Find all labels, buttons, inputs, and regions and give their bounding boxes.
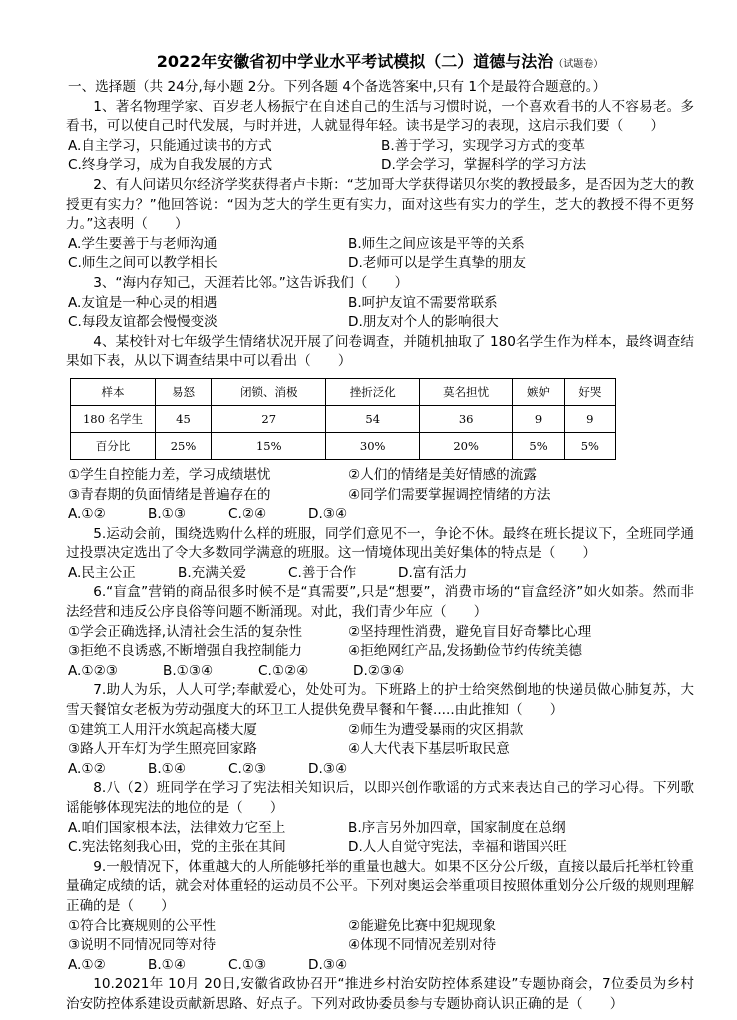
statement-row — [66, 466, 694, 486]
option-c: C.终身学习，成为自我发展的方式 — [68, 157, 273, 174]
exam-title — [66, 50, 694, 77]
option-a: A.友谊是一种心灵的相遇 — [68, 294, 218, 311]
statement-4: ④拒绝网红产品,发扬勤俭节约传统美德 — [348, 643, 583, 660]
statement-3: ③青春期的负面情绪是普遍存在的 — [68, 486, 271, 503]
option-c: C.①③ — [228, 956, 267, 973]
option-d: D.老师可以是学生真挚的朋友 — [348, 255, 526, 272]
exam-page — [66, 50, 694, 1015]
table-header-cell: 好哭 — [564, 378, 615, 405]
option-a: A.咱们国家根本法，法律效力它至上 — [68, 819, 286, 836]
option-b: B.①③④ — [163, 662, 214, 679]
option-row — [66, 254, 694, 274]
option-row — [66, 294, 694, 314]
statement-row — [66, 721, 694, 741]
question-3 — [66, 274, 694, 333]
option-b: B.呵护友谊不需要常联系 — [348, 294, 498, 311]
option-d: D.富有活力 — [398, 564, 468, 581]
question-5 — [66, 525, 694, 584]
table-cell: 27 — [211, 405, 326, 432]
option-a: A.民主公正 — [68, 564, 136, 581]
option-a: A.①②③ — [68, 662, 118, 679]
table-row — [71, 405, 616, 432]
question-stem: 1、著名物理学家、百岁老人杨振宁在自述自己的生活与习惯时说，一个喜欢看书的人不容易老。多看书，可以使自己时代发展，与时并进，人就显得年轻。读书是学习的表现，这启示我们要（ ） — [66, 98, 694, 135]
table-cell: 15% — [211, 432, 326, 459]
statement-row — [66, 642, 694, 662]
question-stem: 5.运动会前，围绕选购什么样的班服，同学们意见不一，争论不休。最终在班长提议下，全班同学通过投票决定选出了令大多数同学满意的班服。这一情境体现出美好集体的特点是（ ） — [66, 525, 694, 562]
table-cell: 25% — [156, 432, 212, 459]
option-d: D.③④ — [308, 956, 348, 973]
option-d: D.③④ — [308, 506, 348, 523]
exam-title-main: 2022年安徽省初中学业水平考试模拟（二）道德与法治 — [156, 52, 554, 71]
option-d: D.③④ — [308, 760, 348, 777]
option-row — [66, 137, 694, 157]
question-2 — [66, 176, 694, 274]
option-d: D.人人自觉守宪法，幸福和谐国兴旺 — [348, 839, 567, 856]
table-cell: 5% — [564, 432, 615, 459]
statement-2: ②坚持理性消费，避免盲目好奇攀比心理 — [348, 623, 592, 640]
table-cell: 百分比 — [71, 432, 156, 459]
statement-1: ①学会正确选择,认清社会生活的复杂性 — [68, 623, 303, 640]
statement-3: ③拒绝不良诱惑,不断增强自我控制能力 — [68, 643, 303, 660]
statement-4: ④同学们需要掌握调控情绪的方法 — [348, 486, 551, 503]
statement-2: ②人们的情绪是美好情感的流露 — [348, 466, 537, 483]
statement-2: ②师生为遭受暴雨的灾区捐款 — [348, 721, 524, 738]
option-c: C.善于合作 — [288, 564, 357, 581]
option-d: D.朋友对个人的影响很大 — [348, 314, 499, 331]
option-b: B.善于学习，实现学习方式的变革 — [381, 137, 585, 154]
question-7 — [66, 681, 694, 779]
table-cell: 9 — [513, 405, 564, 432]
question-stem: 10.2021年 10月 20日,安徽省政协召开“推进乡村治安防控体系建设”专题协商会，7位委员为乡村治安防控体系建设贡献新思路、好点子。下列对政协委员参与专题协商认识正确的是（ ） — [66, 976, 694, 1012]
option-a: A.自主学习，只能通过读书的方式 — [68, 137, 272, 154]
option-c: C.②④ — [228, 506, 267, 523]
statement-2: ②能避免比赛中犯规现象 — [348, 917, 497, 934]
option-a: A.①② — [68, 956, 106, 973]
statement-3: ③路人开车灯为学生照亮回家路 — [68, 741, 257, 758]
question-6 — [66, 583, 694, 681]
option-row — [66, 313, 694, 333]
table-cell: 9 — [564, 405, 615, 432]
option-b: B.①③ — [148, 506, 187, 523]
question-stem: 4、某校针对七年级学生情绪状况开展了问卷调查，并随机抽取了 180名学生作为样本，最终调查结果如下表，从以下调查结果中可以看出（ ） — [66, 333, 694, 370]
statement-row — [66, 936, 694, 956]
table-header-cell: 莫名担忧 — [419, 378, 512, 405]
table-cell: 180 名学生 — [71, 405, 156, 432]
option-a: A.①② — [68, 760, 106, 777]
option-c: C.师生之间可以教学相长 — [68, 255, 218, 272]
option-d: D.学会学习，掌握科学的学习方法 — [381, 157, 587, 174]
statement-row — [66, 917, 694, 937]
question-stem: 8.八（2）班同学在学习了宪法相关知识后，以即兴创作歌谣的方式来表达自己的学习心得。下列歌谣能够体现宪法的地位的是（ ） — [66, 780, 694, 816]
table-header-cell: 闭锁、消极 — [211, 378, 326, 405]
question-stem: 7.助人为乐，人人可学;奉献爱心，处处可为。下班路上的护士给突然倒地的快递员做心肺复苏，大雪天餐馆女老板为劳动强度大的环卫工人提供免费早餐和午餐.....由此推知（ ） — [66, 682, 694, 719]
question-1 — [66, 98, 694, 176]
question-stem: 3、“海内存知己，天涯若比邻。”这告诉我们（ ） — [93, 274, 409, 291]
section-heading: 一、选择题（共 24分,每小题 2分。下列各题 4个备选答案中,只有 1个是最符合题意的。） — [68, 79, 607, 95]
option-c: C.宪法铭刻我心田，党的主张在其间 — [68, 839, 286, 856]
option-row — [66, 564, 694, 584]
table-cell: 45 — [156, 405, 212, 432]
table-row — [71, 432, 616, 459]
table-header-row — [71, 378, 616, 405]
statement-1: ①建筑工人用汗水筑起高楼大厦 — [68, 721, 257, 738]
statement-3: ③说明不同情况同等对待 — [68, 937, 217, 954]
option-row — [66, 235, 694, 255]
question-10 — [66, 975, 694, 1014]
option-d: D.②③④ — [353, 662, 405, 679]
exam-title-sub: （试题卷） — [553, 59, 604, 70]
option-a: A.学生要善于与老师沟通 — [68, 235, 218, 252]
question-stem: 2、有人问诺贝尔经济学奖获得者卢卡斯：“芝加哥大学获得诺贝尔奖的教授最多，是否因为芝大的教授更有实力？”他回答说：“因为芝大的学生更有实力，面对这些有实力的学生，芝大的教授不得不更努力。”这表明（ ） — [66, 176, 694, 233]
option-b: B.序言另外加四章，国家制度在总纲 — [348, 819, 566, 836]
option-row — [66, 156, 694, 176]
statement-4: ④体现不同情况差别对待 — [348, 937, 497, 954]
option-a: A.①② — [68, 506, 106, 523]
option-row — [66, 838, 694, 858]
option-c: C.②③ — [228, 760, 267, 777]
option-c: C.①②④ — [258, 662, 309, 679]
table-cell: 54 — [326, 405, 419, 432]
option-b: B.师生之间应该是平等的关系 — [348, 235, 525, 252]
option-row — [66, 760, 694, 780]
statement-1: ①学生自控能力差，学习成绩堪忧 — [68, 466, 271, 483]
statement-row — [66, 623, 694, 643]
statement-row — [66, 740, 694, 760]
statement-1: ①符合比赛规则的公平性 — [68, 917, 217, 934]
table-cell: 30% — [326, 432, 419, 459]
question-9 — [66, 858, 694, 976]
table-header-cell: 嫉妒 — [513, 378, 564, 405]
table-cell: 36 — [419, 405, 512, 432]
statement-row — [66, 486, 694, 506]
question-stem: 9.一般情况下，体重越大的人所能够托举的重量也越大。如果不区分公斤级，直接以最后托举杠铃重量确定成绩的话，就会对体重轻的运动员不公平。下列对奥运会举重项目按照体重划分公斤级的规则理解正确的是（ ） — [66, 858, 694, 914]
survey-table — [70, 378, 616, 460]
table-header-cell: 样本 — [71, 378, 156, 405]
table-cell: 5% — [513, 432, 564, 459]
question-8 — [66, 779, 694, 857]
option-row — [66, 505, 694, 525]
option-b: B.①④ — [148, 956, 187, 973]
table-cell: 20% — [419, 432, 512, 459]
statement-4: ④人大代表下基层听取民意 — [348, 741, 510, 758]
option-row — [66, 662, 694, 682]
option-b: B.①④ — [148, 760, 187, 777]
option-c: C.每段友谊都会慢慢变淡 — [68, 314, 218, 331]
table-header-cell: 挫折泛化 — [326, 378, 419, 405]
question-4 — [66, 333, 694, 525]
question-stem: 6.“盲盒”营销的商品很多时候不是“真需要”,只是“想要”，消费市场的“盲盒经济”如火如荼。然而非法经营和违反公序良俗等问题不断涌现。对此，我们青少年应（ ） — [66, 584, 694, 621]
option-row — [66, 819, 694, 839]
option-row — [66, 956, 694, 976]
table-header-cell: 易怒 — [156, 378, 212, 405]
option-b: B.充满关爱 — [178, 564, 247, 581]
